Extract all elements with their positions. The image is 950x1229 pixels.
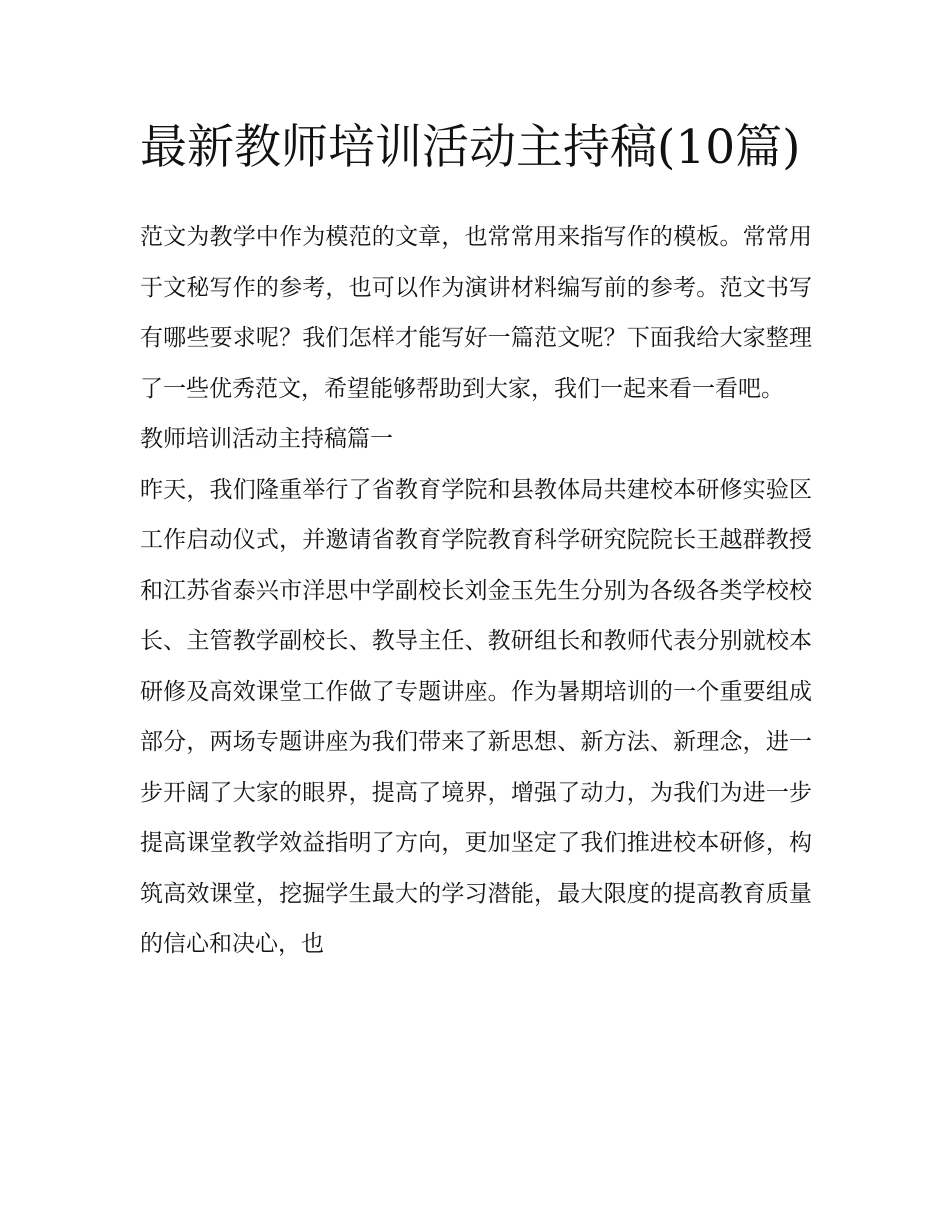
intro-paragraph: 范文为教学中作为模范的文章，也常常用来指写作的模板。常常用于文秘写作的参考，也可以作为演讲材料编写前的参考。范文书写有哪些要求呢？我们怎样才能写好一篇范文呢？下面我给大家整理了一些优秀范文，希望能够帮助到大家，我们一起来看一看吧。 (140, 224, 812, 402)
document-page (140, 112, 812, 970)
section-body-paragraph: 昨天，我们隆重举行了省教育学院和县教体局共建校本研修实验区工作启动仪式，并邀请省教育学院教育科学研究院院长王越群教授和江苏省泰兴市洋思中学副校长刘金玉先生分别为各级各类学校校长、主管教学副校长、教导主任、教研组长和教师代表分别就校本研修及高效课堂工作做了专题讲座。作为暑期培训的一个重要组成部分，两场专题讲座为我们带来了新思想、新方法、新理念，进一步开阔了大家的眼界，提高了境界，增强了动力，为我们为进一步提高课堂教学效益指明了方向，更加坚定了我们推进校本研修，构筑高效课堂，挖掘学生最大的学习潜能，最大限度的提高教育质量的信心和决心，也 (140, 476, 812, 957)
section-heading: 教师培训活动主持稿篇一 (140, 426, 393, 452)
document-title: 最新教师培训活动主持稿(10篇) (140, 120, 801, 175)
